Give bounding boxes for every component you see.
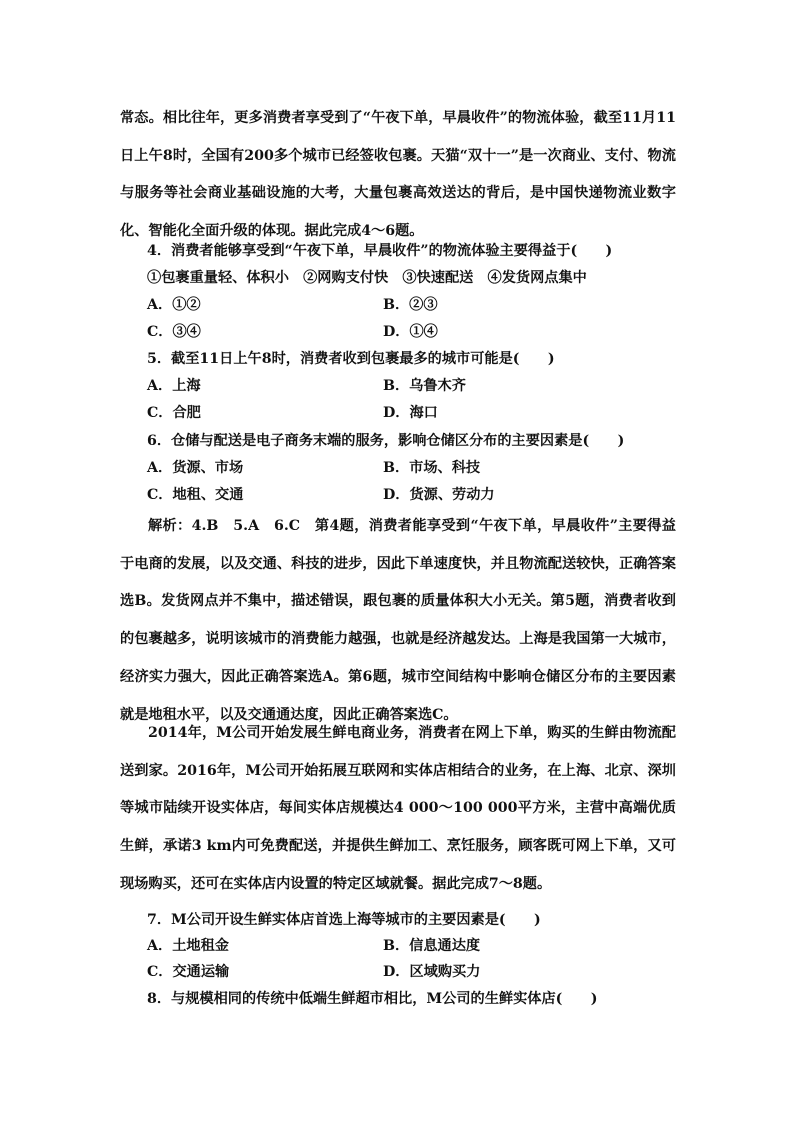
question-8-stem: 8．与规模相同的传统中低端生鲜超市相比，M公司的生鲜实体店( ) [147,991,598,1007]
passage-intro-2: 2014年，M公司开始发展生鲜电商业务，消费者在网上下单，购买的生鲜由物流配送到家。2016年，M公司开始拓展互联网和实体店相结合的业务，在上海、北京、深圳等城市陆续开设实体店，每间实体店规模达4 000～100 000平方米，主营中高端优质生鲜，承诺3 km内可免费配送，并提供生鲜加工、烹饪服务，顾客既可网上下单，又可现场购买，还可在实体店内设置的特定区域就餐。据此完成7～8题。 [120,725,676,892]
question-6-option-a: A．货源、市场 [147,460,244,476]
question-7-stem: 7．M公司开设生鲜实体店首选上海等城市的主要因素是( ) [147,912,541,928]
question-5-option-d: D．海口 [383,405,438,421]
question-4-stem: 4．消费者能够享受到“午夜下单，早晨收件”的物流体验主要得益于( ) [147,243,613,259]
question-4-option-d: D．①④ [383,324,438,340]
passage-intro-1: 常态。相比往年，更多消费者享受到了“午夜下单，早晨收件”的物流体验，截至11月11日上午8时，全国有200多个城市已经签收包裹。天猫“双十一”是一次商业、支付、物流与服务等社会商业基础设施的大考，大量包裹高效送达的背后，是中国快递物流业数字化、智能化全面升级的体现。据此完成4～6题。 [120,110,676,240]
question-7-option-a: A．土地租金 [147,938,229,954]
question-5-option-b: B．乌鲁木齐 [383,378,466,394]
question-6-option-c: C．地租、交通 [147,487,244,503]
question-5-option-a: A．上海 [147,378,201,394]
question-6-stem: 6．仓储与配送是电子商务末端的服务，影响仓储区分布的主要因素是( ) [147,433,625,449]
analysis-4-6: 解析：4.B 5.A 6.C 第4题，消费者能享受到“午夜下单，早晨收件”主要得益于电商的发展，以及交通、科技的进步，因此下单速度快，并且物流配送较快，正确答案选B。发货网点并不集中，描述错误，跟包裹的质量体积大小无关。第5题，消费者收到的包裹越多，说明该城市的消费能力越强，也就是经济越发达。上海是我国第一大城市，经济实力强大，因此正确答案选A。第6题，城市空间结构中影响仓储区分布的主要因素就是地租水平，以及交通通达度，因此正确答案选C。 [120,518,676,723]
question-4-option-b: B．②③ [383,297,438,313]
question-4-option-a: A．①② [147,297,201,313]
question-7-option-d: D．区域购买力 [383,964,481,980]
question-6-option-b: B．市场、科技 [383,460,481,476]
question-4-option-c: C．③④ [147,324,201,340]
question-5-stem: 5．截至11日上午8时，消费者收到包裹最多的城市可能是( ) [147,351,555,367]
question-6-option-d: D．货源、劳动力 [383,487,495,503]
question-7-option-b: B．信息通达度 [383,938,481,954]
question-7-option-c: C．交通运输 [147,964,230,980]
question-5-option-c: C．合肥 [147,405,201,421]
question-4-statements: ①包裹重量轻、体积小 ②网购支付快 ③快速配送 ④发货网点集中 [147,270,587,286]
